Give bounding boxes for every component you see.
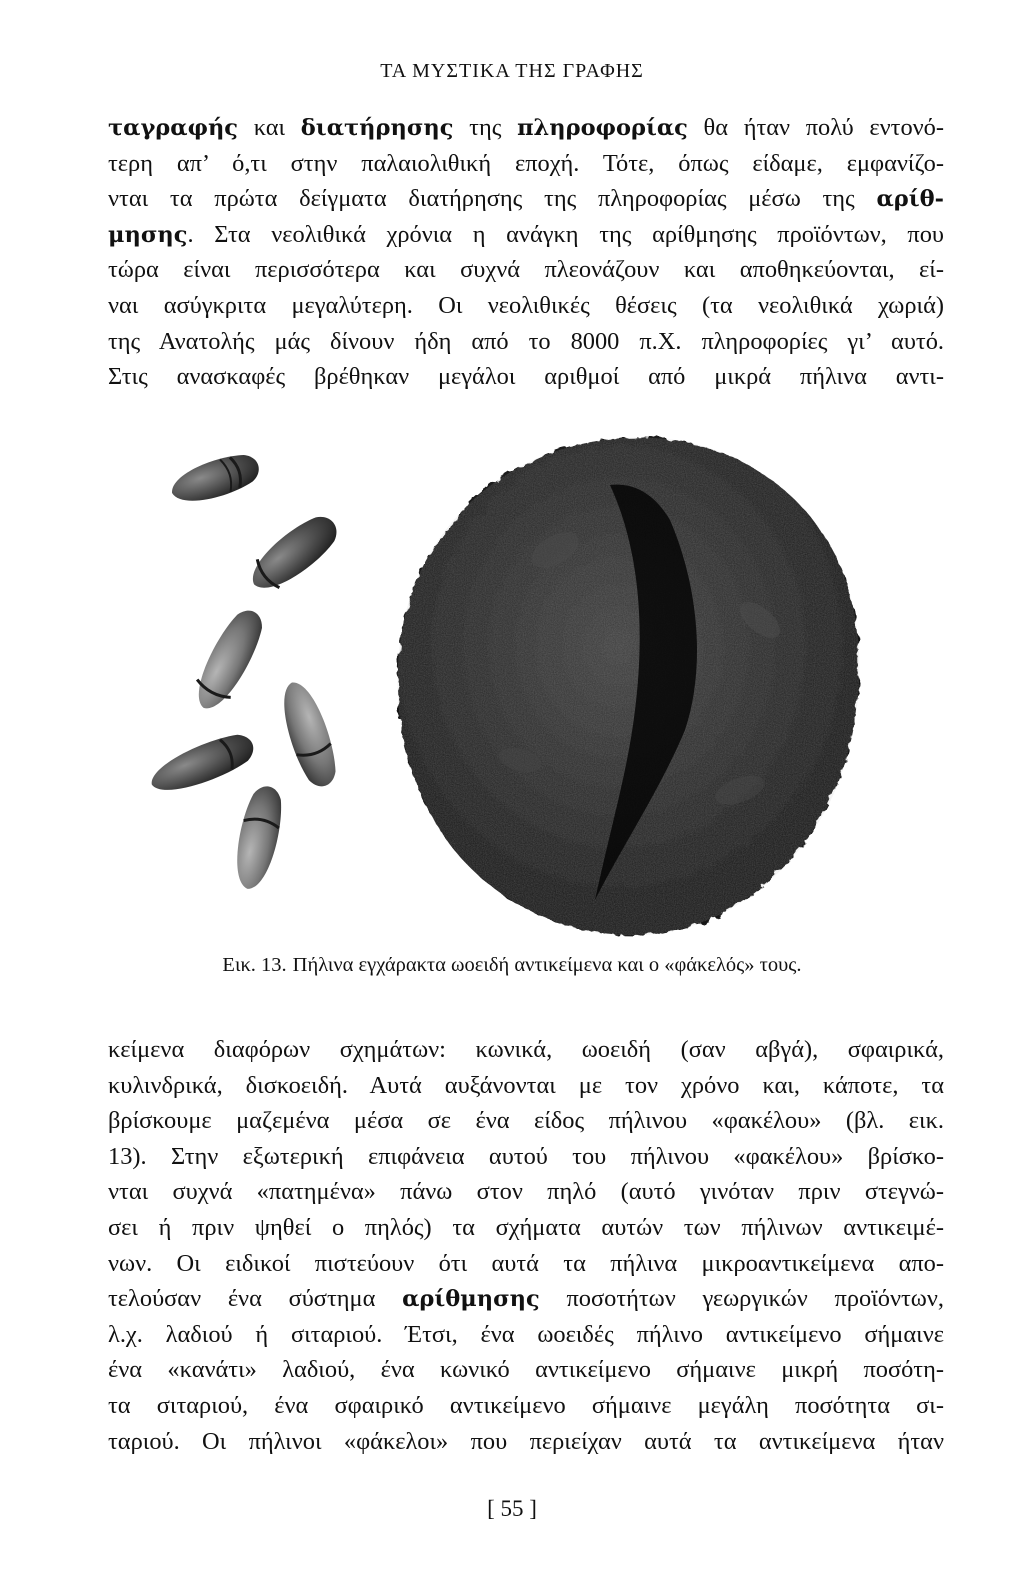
figure-caption <box>0 954 1024 977</box>
text-run: και <box>238 114 301 141</box>
figure-image <box>140 430 880 950</box>
text-line <box>108 110 944 146</box>
text-line <box>108 1139 944 1175</box>
text-run: θα ήταν πολύ εντονό- <box>687 114 944 141</box>
bold-term: ταγραφής <box>108 115 239 141</box>
text-line <box>108 1174 944 1210</box>
text-line <box>108 1210 944 1246</box>
text-run: τελούσαν ένα σύστημα <box>108 1285 403 1313</box>
text-line <box>108 1032 944 1068</box>
text-run: της <box>453 114 518 141</box>
caption-number: Εικ. 13. <box>222 954 287 976</box>
text-run: κυλινδρικά, δισκοειδή. Αυτά αυξάνονται με τον χρόνο και, κάποτε, τα <box>108 1071 944 1099</box>
text-line <box>108 1103 944 1139</box>
text-run: νται τα πρώτα δείγματα διατήρησης της πληροφορίας μέσω της <box>108 185 877 213</box>
text-line <box>108 1068 944 1104</box>
text-line <box>108 1281 944 1317</box>
text-run: ταριού. Οι πήλινοι «φάκελοι» που περιείχαν αυτά τα αντικείμενα ήταν <box>108 1427 944 1455</box>
bold-term: αρίθμησης <box>402 1286 540 1313</box>
text-run: λ.χ. λαδιού ή σιταριού. Έτσι, ένα ωοειδές πήλινο αντικείμενο σήμαινε <box>108 1320 944 1348</box>
bold-term: διατήρησης <box>300 115 454 141</box>
token-4 <box>274 677 343 792</box>
text-line <box>108 217 944 253</box>
text-run: σει ή πριν ψηθεί ο πηλός) τα σχήματα αυτών των πήλινων αντικειμέ- <box>108 1213 944 1241</box>
clay-envelope <box>398 438 860 936</box>
text-line <box>108 146 944 182</box>
paragraph-1 <box>108 110 944 395</box>
text-line <box>108 181 944 217</box>
text-line <box>108 288 944 324</box>
page-number: [ 55 ] <box>487 1496 537 1521</box>
text-run: τερη απ’ ό,τι στην παλαιολιθική εποχή. Τότε, όπως είδαμε, εμφανίζο- <box>108 149 944 177</box>
paragraph-2 <box>108 1032 944 1459</box>
text-run: τώρα είναι περισσότερα και συχνά πλεονάζουν και αποθηκεύονται, εί- <box>108 256 944 284</box>
caption-text: Πήλινα εγχάρακτα ωοειδή αντικείμενα και ο «φάκελός» τους. <box>292 954 802 976</box>
text-run: ποσοτήτων γεωργικών προϊόντων, <box>539 1285 944 1313</box>
text-run: ναι ασύγκριτα μεγαλύτερη. Οι νεολιθικές θέσεις (τα νεολιθικά χωριά) <box>108 291 944 319</box>
text-run: νται συχνά «πατημένα» πάνω στον πηλό (αυτό γινόταν πριν στεγνώ- <box>108 1178 944 1206</box>
text-line <box>108 324 944 360</box>
text-line <box>108 1317 944 1353</box>
text-run: ένα «κανάτι» λαδιού, ένα κωνικό αντικείμενο σήμαινε μικρή ποσότη- <box>108 1356 944 1384</box>
text-line <box>108 1352 944 1388</box>
text-run: νων. Οι ειδικοί πιστεύουν ότι αυτά τα πήλινα μικροαντικείμενα απο- <box>108 1249 944 1277</box>
text-run: της Ανατολής μάς δίνουν ήδη από το 8000 π.Χ. πληροφορίες γι’ αυτό. <box>108 327 944 355</box>
text-run: βρίσκουμε μαζεμένα μέσα σε ένα είδος πήλινου «φακέλου» (βλ. εικ. <box>108 1107 944 1135</box>
text-line <box>108 1424 944 1460</box>
token-1 <box>167 448 264 510</box>
text-run: κείμενα διαφόρων σχημάτων: κωνικά, ωοειδή (σαν αβγά), σφαιρικά, <box>108 1036 944 1063</box>
text-line <box>108 359 944 395</box>
text-run: τα σιταριού, ένα σφαιρικό αντικείμενο σήμαινε μεγάλη ποσότητα σι- <box>108 1391 944 1419</box>
token-6 <box>229 783 288 893</box>
token-5 <box>145 727 259 801</box>
figure-13 <box>140 430 880 950</box>
bold-term: μησης <box>108 221 188 248</box>
text-line <box>108 1246 944 1282</box>
token-2 <box>242 507 345 600</box>
text-run: Στις ανασκαφές βρέθηκαν μεγάλοι αριθμοί από μικρά πήλινα αντι- <box>108 363 944 391</box>
text-run: 13). Στην εξωτερική επιφάνεια αυτού του πήλινου «φακέλου» βρίσκο- <box>108 1142 944 1170</box>
text-line <box>108 1388 944 1424</box>
text-line <box>108 252 944 288</box>
text-run: . Στα νεολιθικά χρόνια η ανάγκη της αρίθμησης προϊόντων, που <box>187 220 944 248</box>
token-3 <box>187 603 271 717</box>
bold-term: πληροφορίας <box>517 115 688 141</box>
bold-term: αρίθ- <box>876 186 944 213</box>
running-head: ΤΑ ΜΥΣΤΙΚΑ ΤΗΣ ΓΡΑΦΗΣ <box>380 60 644 82</box>
